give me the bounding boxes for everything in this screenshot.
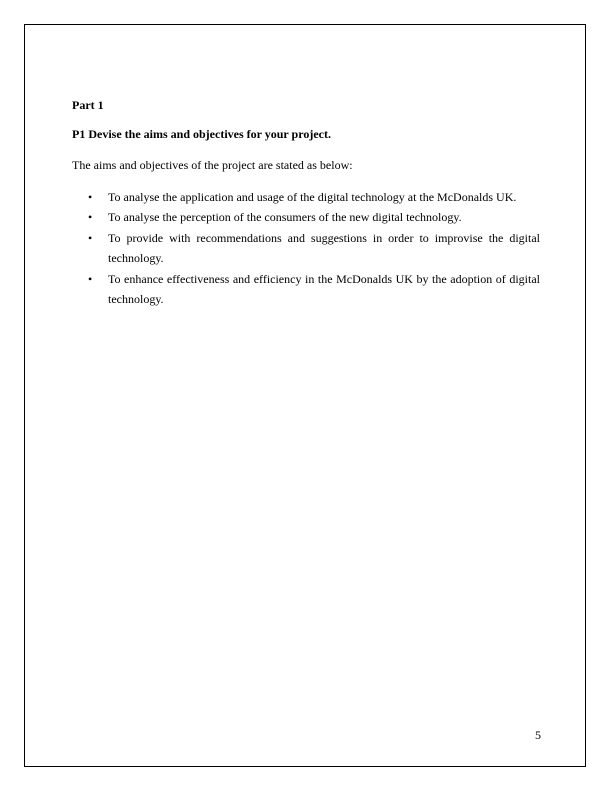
section-heading: P1 Devise the aims and objectives for your project.: [72, 126, 331, 141]
list-item-text: To provide with recommendations and suggestions in order to improvise the digital technology.: [108, 230, 540, 265]
list-item: [72, 207, 540, 228]
intro-paragraph: The aims and objectives of the project are stated as below:: [72, 158, 353, 172]
bullet-icon: •: [88, 210, 93, 224]
part-heading: Part 1: [72, 98, 104, 112]
bullet-icon: •: [88, 230, 93, 245]
list-item-text: To analyse the application and usage of the digital technology at the McDonalds UK.: [108, 189, 517, 204]
list-item-text: To analyse the perception of the consumers of the new digital technology.: [108, 210, 462, 224]
list-item: [72, 228, 540, 269]
list-item: [72, 269, 540, 310]
bullet-icon: •: [88, 271, 93, 286]
bullet-icon: •: [88, 189, 93, 204]
page-content: [72, 95, 540, 310]
list-item-text: To enhance effectiveness and efficiency in the McDonalds UK by the adoption of digital technology.: [108, 271, 540, 306]
list-item: [72, 187, 540, 208]
objectives-list: [72, 187, 540, 310]
page-number: 5: [535, 728, 541, 742]
